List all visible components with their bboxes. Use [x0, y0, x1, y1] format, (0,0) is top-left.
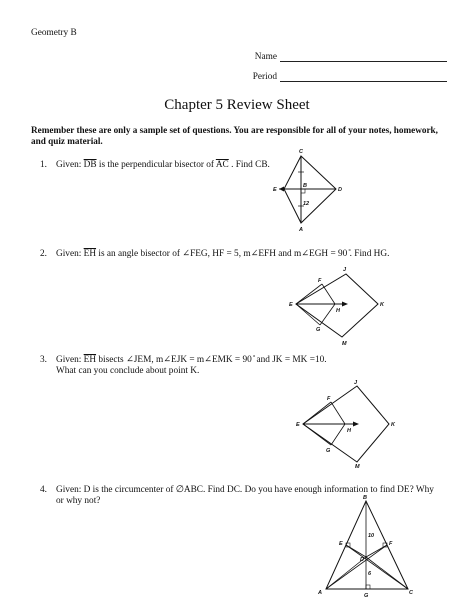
question-2-figure: [286, 264, 386, 350]
svg-text:A: A: [318, 590, 322, 596]
svg-text:C: C: [409, 590, 413, 596]
svg-text:B: B: [363, 495, 367, 501]
question-4-text: Given: D is the circumcenter of ∅ABC. Find DC. Do you have enough information to find DE? Why: [56, 485, 434, 495]
question-2-number: 2.: [40, 249, 47, 259]
question-1-text: Given: $\overline{DB}$ is the perpendicular bisector of $\overline{AC}$ . Find CB.: [56, 160, 270, 170]
svg-text:F: F: [327, 396, 331, 402]
svg-text:E: E: [273, 187, 277, 193]
question-1-kite-figure: [270, 148, 350, 232]
question-3-text-line2: What can you conclude about point K.: [56, 366, 200, 376]
svg-text:J: J: [354, 380, 358, 386]
question-3-number: 3.: [40, 355, 47, 365]
name-label: Name: [254, 52, 277, 62]
question-1-number: 1.: [40, 160, 47, 170]
svg-text:H: H: [336, 308, 340, 314]
svg-text:C: C: [299, 149, 303, 155]
svg-text:K: K: [391, 422, 395, 428]
svg-text:D: D: [338, 187, 342, 193]
svg-text:M: M: [355, 464, 360, 470]
page-title: Chapter 5 Review Sheet: [164, 97, 310, 113]
question-4-circumcenter-figure: [316, 493, 416, 611]
svg-text:J: J: [343, 267, 347, 273]
svg-text:B: B: [303, 183, 307, 189]
question-3-text: Given: $\overline{EH}$ bisects ∠JEM, m∠EJK = m∠EMK = 90 ̊ and JK = MK =10.: [56, 355, 327, 365]
svg-text:M: M: [342, 341, 347, 347]
svg-text:H: H: [347, 428, 351, 434]
svg-text:10: 10: [368, 533, 375, 539]
svg-text:E: E: [339, 541, 343, 547]
svg-text:K: K: [380, 302, 384, 308]
instructions: Remember these are only a sample set of questions. You are responsible for all of your notes, homework, and quiz material.: [31, 125, 438, 146]
course-name: Geometry B: [31, 28, 77, 38]
svg-text:G: G: [364, 593, 369, 599]
name-blank-line: [280, 61, 447, 62]
question-2-text: Given: $\overline{EH}$ is an angle bisector of ∠FEG, HF = 5, m∠EFH and m∠EGH = 90 ̊. Find HG.: [56, 249, 390, 259]
question-4-text-line2: or why not?: [56, 496, 101, 506]
svg-text:12: 12: [303, 201, 310, 207]
svg-text:6: 6: [368, 571, 372, 577]
question-4-number: 4.: [40, 485, 47, 495]
svg-text:G: G: [316, 327, 321, 333]
svg-text:E: E: [289, 302, 293, 308]
svg-text:F: F: [318, 278, 322, 284]
svg-text:A: A: [299, 227, 303, 233]
svg-text:G: G: [326, 448, 331, 454]
period-blank-line: [280, 81, 447, 82]
question-3-figure: [293, 380, 403, 468]
period-label: Period: [252, 72, 277, 82]
svg-text:D: D: [360, 557, 364, 563]
svg-text:E: E: [296, 422, 300, 428]
svg-text:F: F: [389, 541, 393, 547]
